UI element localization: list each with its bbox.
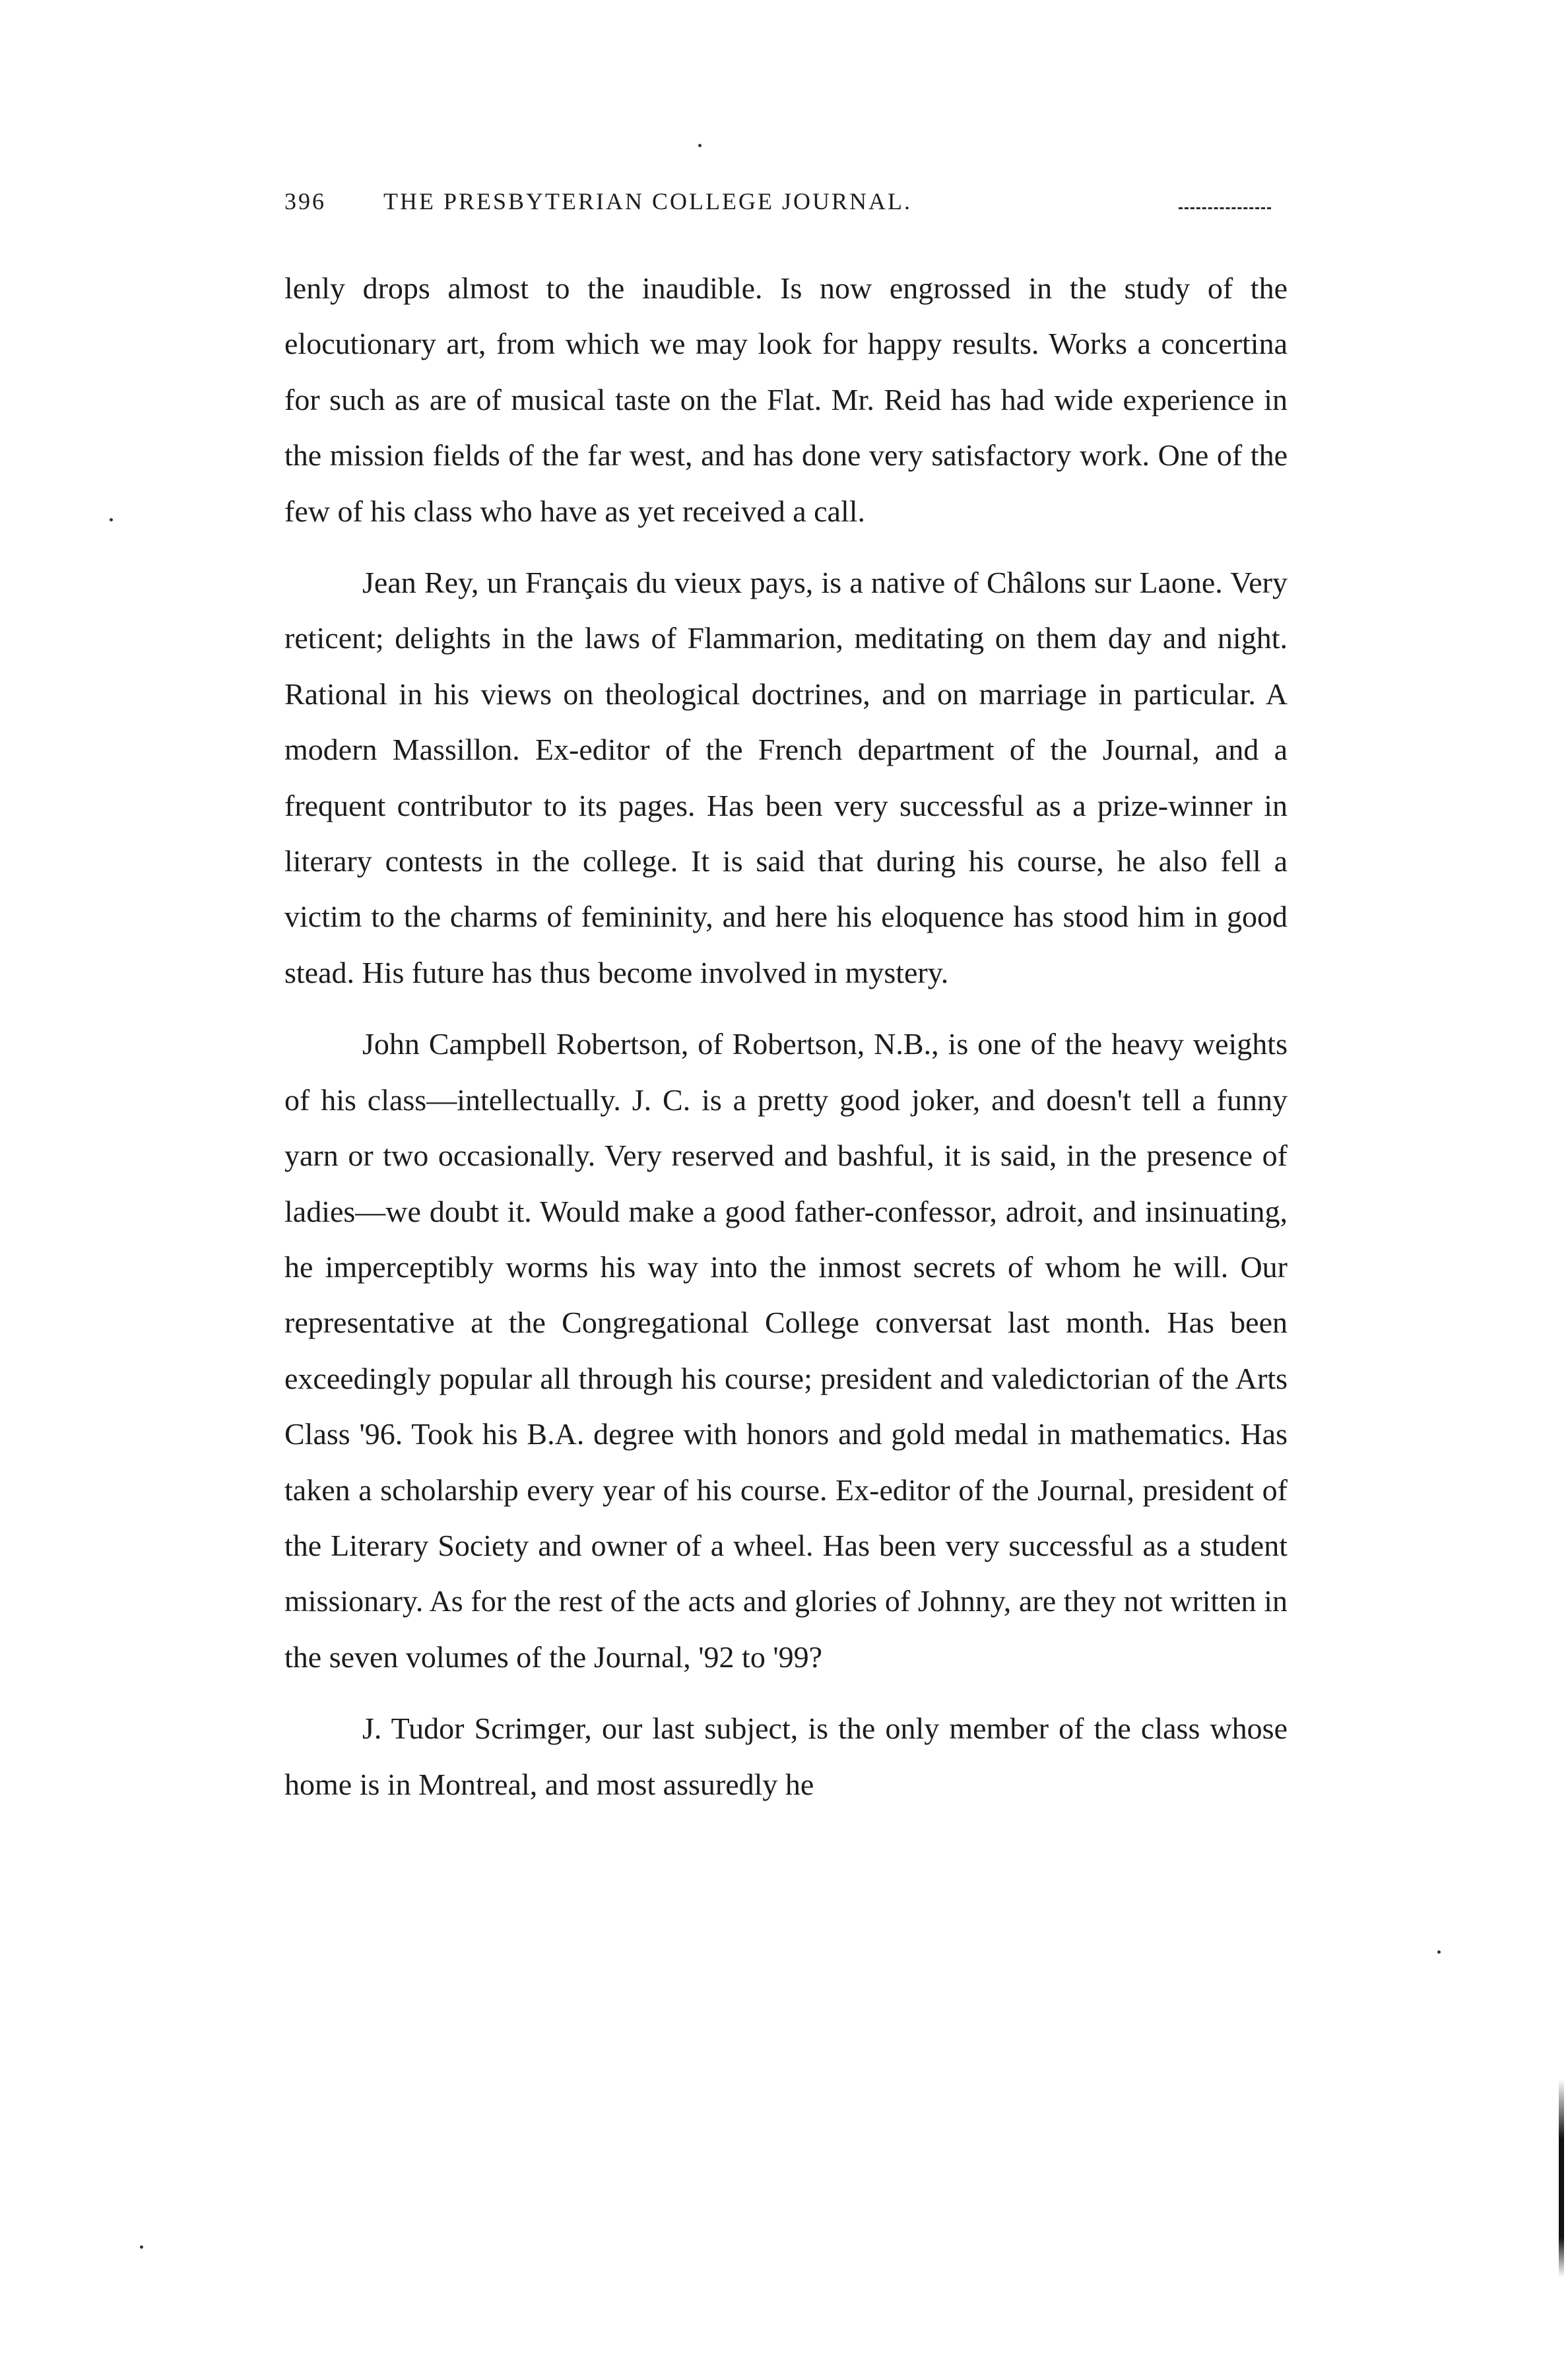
body-text <box>284 261 1288 1812</box>
paragraph-jean-rey: Jean Rey, un Français du vieux pays, is a native of Châlons sur Laone. Very reticent; delights in the laws of Flammarion, meditating on them day and night. Rational in his views on theological doctrines, and on marriage in particular. A modern Massillon. Ex-editor of the French department of the Journal, and a frequent contributor to its pages. Has been very successful as a prize-winner in literary contests in the college. It is said that during his course, he also fell a victim to the charms of femininity, and here his eloquence has stood him in good stead. His future has thus become involved in mystery. <box>284 566 1288 989</box>
scan-speck <box>110 518 113 521</box>
running-title: THE PRESBYTERIAN COLLEGE JOURNAL. <box>383 188 912 215</box>
page-number: 396 <box>284 188 326 215</box>
scan-speck <box>140 2245 143 2249</box>
scan-speck <box>1437 1950 1441 1954</box>
page-header <box>284 187 1301 227</box>
scan-speck <box>698 144 702 147</box>
paragraph-j-tudor-scrimger: J. Tudor Scrimger, our last subject, is the only member of the class whose home is in Montreal, and most assuredly he <box>284 1711 1288 1801</box>
scan-edge-mark <box>1559 2079 1564 2277</box>
header-ornament <box>1179 205 1271 209</box>
paragraph-continued: lenly drops almost to the inaudible. Is now engrossed in the study of the elocutionary art, from which we may look for happy results. Works a concertina for such as are of musical taste on the Flat. Mr. Reid has had wide experience in the mission fields of the far west, and has done very satisfactory work. One of the few of his class who have as yet received a call. <box>284 271 1288 528</box>
paragraph-john-campbell-robertson: John Campbell Robertson, of Robertson, N.B., is one of the heavy weights of his class—intellectually. J. C. is a pretty good joker, and doesn't tell a funny yarn or two occasionally. Very reserved and bashful, it is said, in the presence of ladies—we doubt it. Would make a good father-confessor, adroit, and insinuating, he imperceptibly worms his way into the inmost secrets of whom he will. Our representative at the Congregational College conversat last month. Has been exceedingly popular all through his course; president and valedictorian of the Arts Class '96. Took his B.A. degree with honors and gold medal in mathematics. Has taken a scholarship every year of his course. Ex-editor of the Journal, president of the Literary Society and owner of a wheel. Has been very successful as a student missionary. As for the rest of the acts and glories of Johnny, are they not written in the seven volumes of the Journal, '92 to '99? <box>284 1027 1288 1674</box>
